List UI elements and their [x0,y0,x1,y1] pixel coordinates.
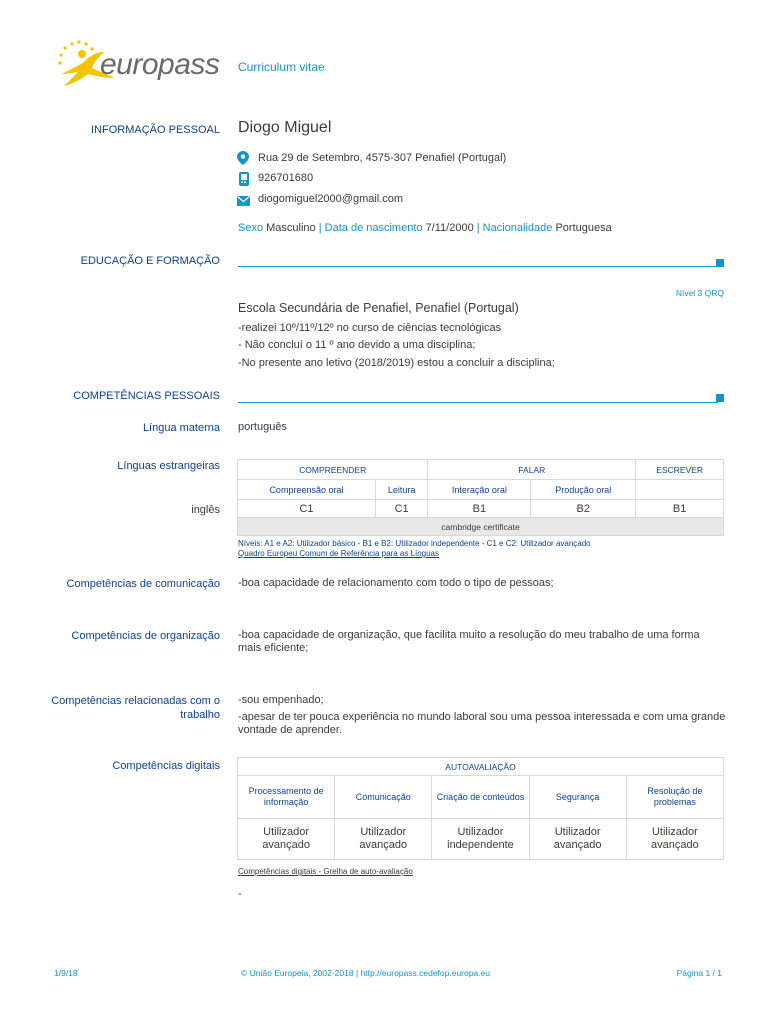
dob-value: 7/11/2000 [425,222,474,234]
mother-tongue: português [238,421,287,433]
sex-value: Masculino [266,222,316,234]
digital-header: Processamento de informação [238,776,335,819]
nationality-label: Nacionalidade [482,222,553,234]
location-pin-icon [237,151,249,165]
writing-subheader [636,480,724,500]
production-header: Produção oral [531,480,636,500]
section-divider [238,266,718,267]
digital-grid-link[interactable]: Competências digitais - Grelha de auto-avaliação [238,867,413,876]
logo-text: europass [100,48,220,81]
nationality-value: Portuguesa [555,222,612,234]
job-skills-label: Competências relacionadas com o trabalho [51,695,220,721]
school-name: Escola Secundária de Penafiel, Penafiel (Portugal) [238,301,519,315]
language-table [237,459,724,536]
certificate: cambridge certificate [238,518,724,536]
section-label-skills: COMPETÊNCIAS PESSOAIS [73,390,220,402]
organisation-text: -boa capacidade de organização, que facilita muito a resolução do meu trabalho de uma forma mais eficiente; [238,629,700,654]
digital-header: Segurança [529,776,626,819]
framework-link[interactable]: Quadro Europeu Comum de Referência para as Línguas [238,549,440,558]
level-cell: C1 [375,500,427,518]
education-line: - Não concluí o 11 º ano devido a uma disciplina; [238,339,476,351]
digital-header: Comunicação [335,776,432,819]
level-cell: B1 [428,500,531,518]
email-icon [237,196,250,206]
level-cell: B1 [636,500,724,518]
footer-page: Página 1 / 1 [676,968,722,978]
section-divider-marker [716,259,724,267]
digital-level: Utilizador independente [432,819,529,860]
digital-skills-label: Competências digitais [112,760,220,772]
footer-date: 1/9/18 [54,968,78,978]
communication-label: Competências de comunicação [66,578,220,590]
digital-header: Criação de conteúdos [432,776,529,819]
language-name: inglês [191,504,220,516]
interaction-header: Interação oral [428,480,531,500]
phone-number: 926701680 [258,172,314,184]
separator: | [318,222,322,234]
document-title: Curriculum vitae [238,60,325,74]
europass-logo [52,38,222,90]
personal-details-line [238,222,612,235]
education-line: -realizei 10º/11º/12º no curso de ciências tecnológicas [238,322,502,334]
job-skills-line: -apesar de ter pouca experiência no mundo laboral sou uma pessoa interessada e com uma grande vontade de aprender. [238,711,726,736]
digital-level: Utilizador avançado [335,819,432,860]
digital-level: Utilizador avançado [238,819,335,860]
footer-copyright: © União Europeia, 2002-2018 | http://europass.cedefop.europa.eu [241,968,491,978]
level-cell: B2 [531,500,636,518]
speaking-header: FALAR [428,460,636,480]
digital-skills-table [237,757,724,860]
digital-dash: - [238,888,242,900]
dob-label: Data de nascimento [324,222,423,234]
digital-level: Utilizador avançado [626,819,723,860]
digital-level: Utilizador avançado [529,819,626,860]
section-divider [238,402,718,403]
reading-header: Leitura [375,480,427,500]
phone-icon [239,172,249,186]
education-line: -No presente ano letivo (2018/2019) estou a concluir a disciplina; [238,357,555,369]
separator: | [476,222,480,234]
address: Rua 29 de Setembro, 4575-307 Penafiel (Portugal) [258,152,507,164]
section-label-education: EDUCAÇÃO E FORMAÇÃO [80,255,220,267]
person-name: Diogo Miguel [238,119,332,136]
job-skills-line: -sou empenhado; [238,694,324,706]
communication-text: -boa capacidade de relacionamento com todo o tipo de pessoas; [238,577,554,589]
organisation-label: Competências de organização [71,630,220,642]
foreign-languages-label: Línguas estrangeiras [117,460,220,472]
level-cell: C1 [238,500,376,518]
listening-header: Compreensão oral [238,480,376,500]
self-assessment-header: AUTOAVALIAÇÃO [238,758,724,776]
digital-header: Resolução de problemas [626,776,723,819]
email-address: diogomiguel2000@gmail.com [258,193,404,205]
mother-tongue-label: Língua materna [142,422,220,434]
levels-note: Níveis: A1 e A2: Utilizador básico - B1 e B2: Utilizador independente - C1 e C2: Utilizador avançado [238,539,591,548]
sex-label: Sexo [238,222,264,234]
qualification-level: Nível 3 QRQ [675,288,724,298]
section-divider-marker [716,394,724,402]
section-label-personal: INFORMAÇÃO PESSOAL [91,124,220,136]
writing-header: ESCREVER [636,460,724,480]
understanding-header: COMPREENDER [238,460,428,480]
